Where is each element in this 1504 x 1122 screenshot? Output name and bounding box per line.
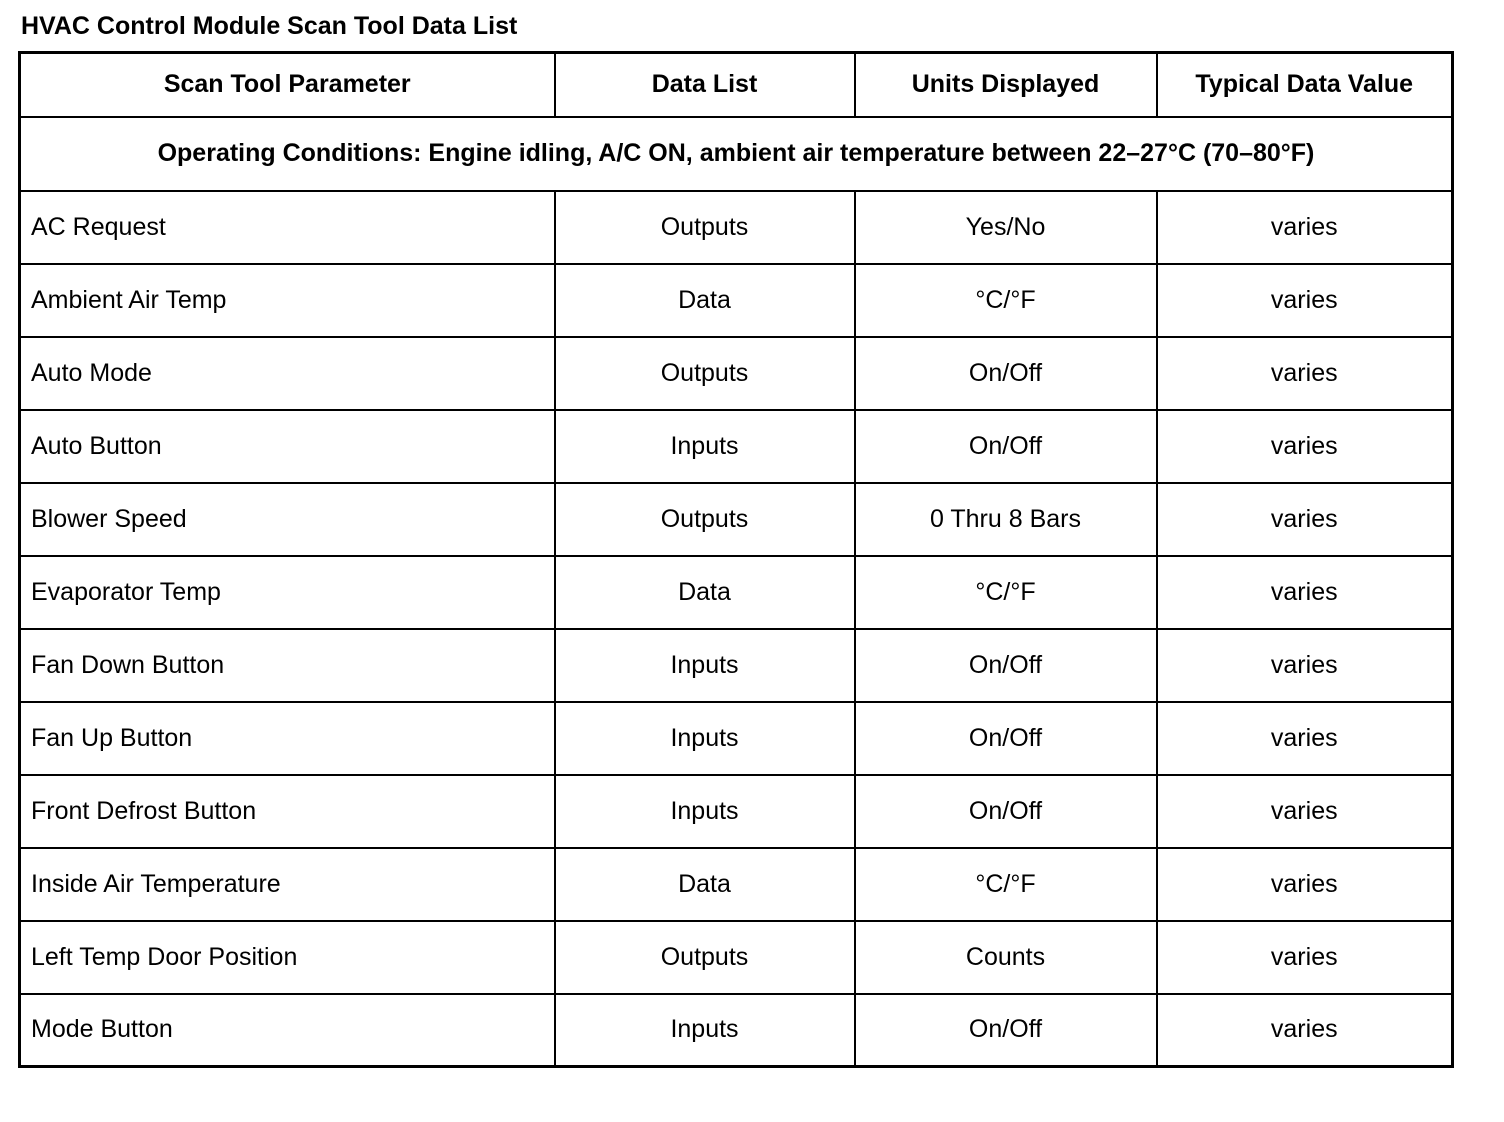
cell-units: On/Off bbox=[855, 702, 1157, 775]
cell-value: varies bbox=[1157, 702, 1453, 775]
cell-value: varies bbox=[1157, 629, 1453, 702]
cell-value: varies bbox=[1157, 994, 1453, 1067]
cell-parameter: Left Temp Door Position bbox=[20, 921, 555, 994]
cell-data-list: Inputs bbox=[555, 410, 855, 483]
col-header-typical-value: Typical Data Value bbox=[1157, 53, 1453, 117]
cell-data-list: Data bbox=[555, 264, 855, 337]
cell-units: °C/°F bbox=[855, 264, 1157, 337]
cell-data-list: Inputs bbox=[555, 702, 855, 775]
table-row bbox=[20, 556, 1453, 629]
header-row bbox=[20, 53, 1453, 117]
cell-value: varies bbox=[1157, 410, 1453, 483]
cell-value: varies bbox=[1157, 556, 1453, 629]
cell-units: Counts bbox=[855, 921, 1157, 994]
cell-data-list: Data bbox=[555, 848, 855, 921]
cell-data-list: Inputs bbox=[555, 775, 855, 848]
cell-parameter: Fan Up Button bbox=[20, 702, 555, 775]
cell-parameter: Inside Air Temperature bbox=[20, 848, 555, 921]
scan-tool-data-table bbox=[18, 51, 1454, 1068]
table-row bbox=[20, 775, 1453, 848]
cell-parameter: Auto Mode bbox=[20, 337, 555, 410]
cell-units: Yes/No bbox=[855, 191, 1157, 264]
cell-units: On/Off bbox=[855, 994, 1157, 1067]
cell-units: On/Off bbox=[855, 775, 1157, 848]
cell-parameter: Front Defrost Button bbox=[20, 775, 555, 848]
cell-data-list: Outputs bbox=[555, 191, 855, 264]
table-row bbox=[20, 337, 1453, 410]
cell-data-list: Data bbox=[555, 556, 855, 629]
table-row bbox=[20, 410, 1453, 483]
table-row bbox=[20, 994, 1453, 1067]
col-header-units: Units Displayed bbox=[855, 53, 1157, 117]
table-row bbox=[20, 483, 1453, 556]
cell-value: varies bbox=[1157, 264, 1453, 337]
cell-data-list: Inputs bbox=[555, 629, 855, 702]
cell-parameter: Auto Button bbox=[20, 410, 555, 483]
cell-data-list: Outputs bbox=[555, 337, 855, 410]
cell-value: varies bbox=[1157, 848, 1453, 921]
table-row bbox=[20, 191, 1453, 264]
cell-units: On/Off bbox=[855, 629, 1157, 702]
cell-value: varies bbox=[1157, 191, 1453, 264]
operating-conditions-text: Operating Conditions: Engine idling, A/C ON, ambient air temperature between 22–27°C (70–80°F) bbox=[20, 117, 1453, 191]
table-row bbox=[20, 848, 1453, 921]
page-title: HVAC Control Module Scan Tool Data List bbox=[21, 12, 518, 40]
cell-parameter: AC Request bbox=[20, 191, 555, 264]
table-row bbox=[20, 921, 1453, 994]
table-row bbox=[20, 629, 1453, 702]
table-row bbox=[20, 264, 1453, 337]
cell-units: 0 Thru 8 Bars bbox=[855, 483, 1157, 556]
operating-conditions-row bbox=[20, 117, 1453, 191]
cell-value: varies bbox=[1157, 483, 1453, 556]
cell-parameter: Evaporator Temp bbox=[20, 556, 555, 629]
cell-parameter: Fan Down Button bbox=[20, 629, 555, 702]
cell-units: °C/°F bbox=[855, 848, 1157, 921]
cell-units: °C/°F bbox=[855, 556, 1157, 629]
table-row bbox=[20, 702, 1453, 775]
cell-parameter: Blower Speed bbox=[20, 483, 555, 556]
cell-value: varies bbox=[1157, 921, 1453, 994]
cell-units: On/Off bbox=[855, 410, 1157, 483]
cell-value: varies bbox=[1157, 337, 1453, 410]
cell-data-list: Outputs bbox=[555, 483, 855, 556]
col-header-data-list: Data List bbox=[555, 53, 855, 117]
cell-data-list: Outputs bbox=[555, 921, 855, 994]
col-header-parameter: Scan Tool Parameter bbox=[20, 53, 555, 117]
cell-value: varies bbox=[1157, 775, 1453, 848]
cell-parameter: Ambient Air Temp bbox=[20, 264, 555, 337]
cell-parameter: Mode Button bbox=[20, 994, 555, 1067]
cell-units: On/Off bbox=[855, 337, 1157, 410]
cell-data-list: Inputs bbox=[555, 994, 855, 1067]
